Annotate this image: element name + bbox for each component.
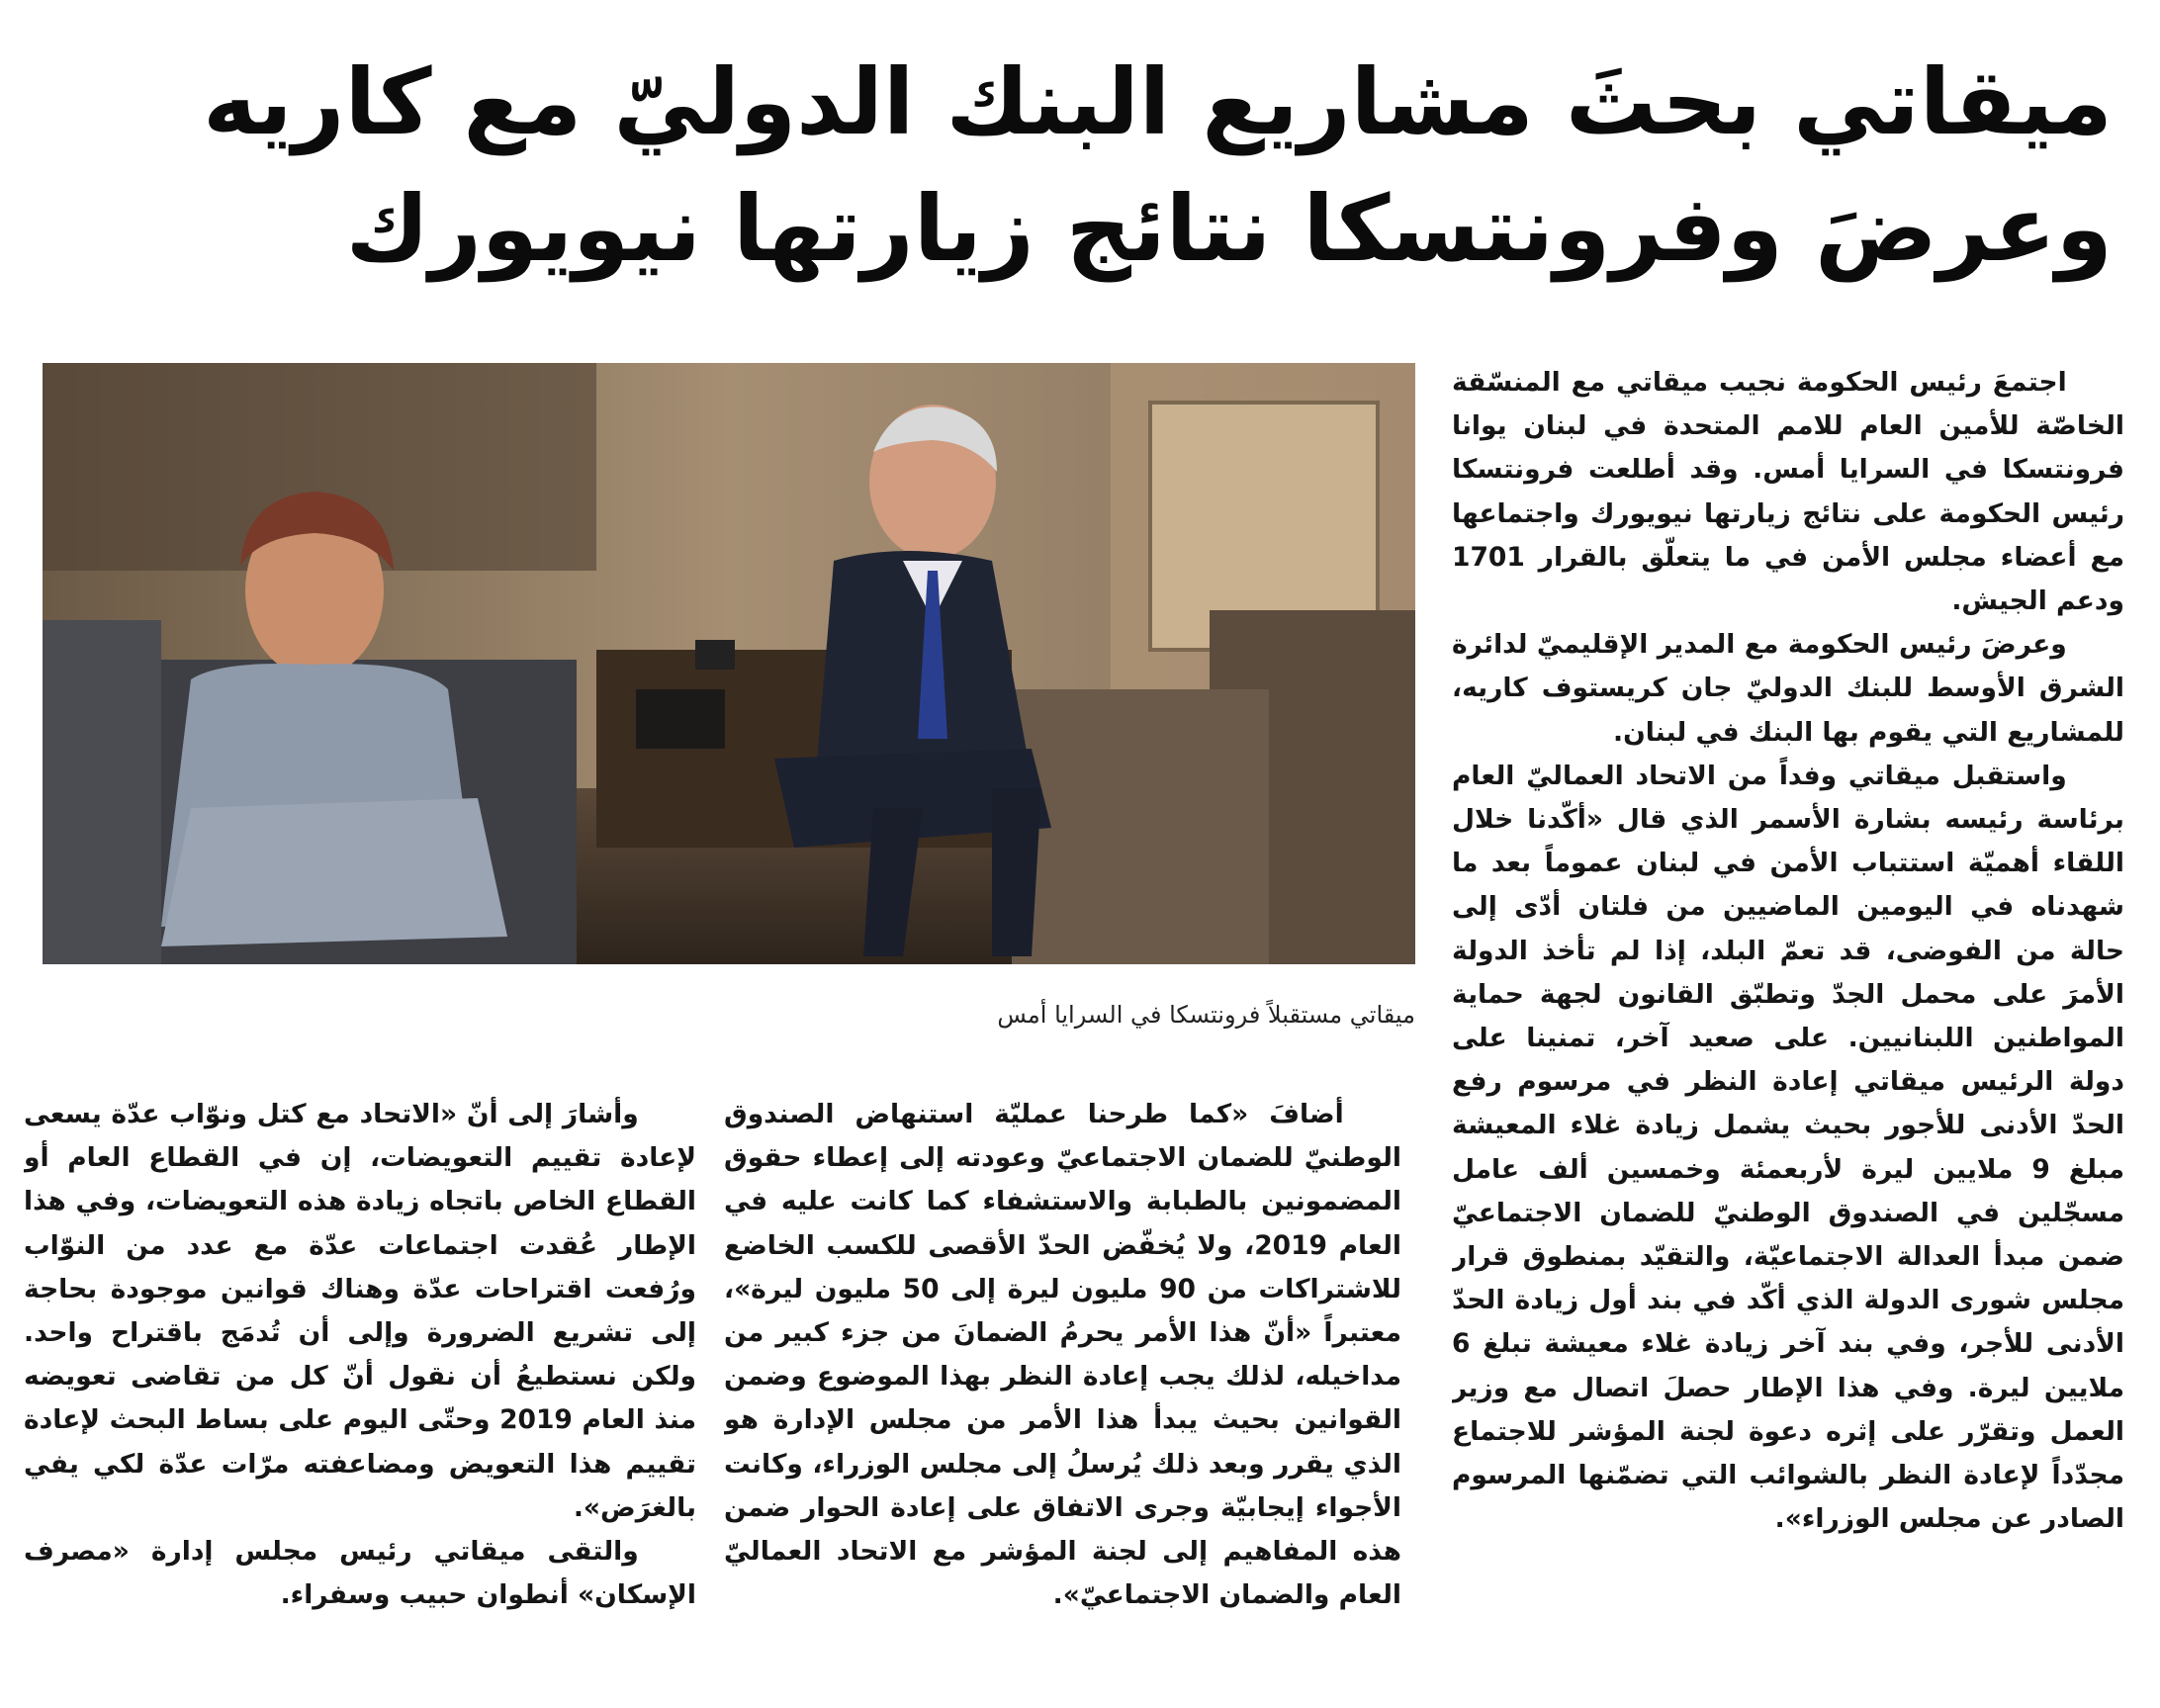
- meeting-photo-illustration: [43, 363, 1415, 964]
- paragraph: وعرضَ رئيس الحكومة مع المدير الإقليميّ لدائرة الشرق الأوسط للبنك الدوليّ جان كريستوف كاريه، للمشاريع التي يقوم بها البنك في لبنان.: [1452, 629, 2124, 748]
- paragraph: وأشارَ إلى أنّ «الاتحاد مع كتل ونوّاب عدّة يسعى لإعادة تقييم التعويضات، إن في القطاع العام أو القطاع الخاص باتجاه زيادة هذه التعويضات، وفي هذا الإطار عُقدت اجتماعات عدّة مع عدد من النوّاب ورُفعت اقتراحات عدّة وهناك قوانين موجودة بحاجة إلى تشريع الضرورة وإلى أن تُدمَج باقتراح واحد. ولكن نستطيعُ أن نقول أنّ كل من تقاضى تعويضه منذ العام 2019 وحتّى اليوم على بساط البحث لإعادة تقييم هذا التعويض ومضاعفته مرّات عدّة لكي يفي بالغرَض».: [24, 1099, 696, 1523]
- headline-line-2: وعرضَ وفرونتسكا نتائج زيارتها نيويورك: [345, 176, 2113, 282]
- article-column-middle: [724, 1093, 1401, 1676]
- headline-line-1: ميقاتي بحثَ مشاريع البنك الدوليّ مع كاريه: [203, 49, 2113, 155]
- paragraph: والتقى ميقاتي رئيس مجلس إدارة «مصرف الإسكان» أنطوان حبيب وسفراء.: [24, 1536, 696, 1611]
- paragraph: واستقبل ميقاتي وفداً من الاتحاد العماليّ العام برئاسة رئيسه بشارة الأسمر الذي قال «أكّدنا خلال اللقاء أهميّة استتباب الأمن في لبنان عموماً بعد ما شهدناه في اليومين الماضيين من فلتان أدّى إلى حالة من الفوضى، قد تعمّ البلد، إذا لم تأخذ الدولة الأمرَ على محمل الجدّ وتطبّق القانون لجهة حماية المواطنين اللبنانيين. على صعيد آخر، تمنينا على دولة الرئيس ميقاتي إعادة النظر في مرسوم رفع الحدّ الأدنى للأجور بحيث يشمل زيادة غلاء المعيشة مبلغ 9 ملايين ليرة لأربعمئة وخمسين ألف عامل مسجّلين في الصندوق الوطنيّ للضمان الاجتماعيّ ضمن مبدأ العدالة الاجتماعيّة، والتقيّد بمنطوق قرار مجلس شورى الدولة الذي أكّد في بند أول زيادة الحدّ الأدنى للأجر، وفي بند آخر زيادة غلاء معيشة تبلغ 6 ملايين ليرة. وفي هذا الإطار حصلَ اتصال مع وزير العمل وتقرّر على إثره دعوة لجنة المؤشر للاجتماع مجدّداً لإعادة النظر بالشوائب التي تضمّنها المرسوم الصادر عن مجلس الوزراء».: [1452, 760, 2124, 1535]
- article-photo: [43, 363, 1415, 964]
- photo-caption: ميقاتي مستقبلاً فرونتسكا في السرايا أمس: [997, 1001, 1415, 1029]
- article-column-right: [1452, 361, 2124, 1676]
- paragraph: أضافَ «كما طرحنا عمليّة استنهاض الصندوق الوطنيّ للضمان الاجتماعيّ وعودته إلى إعطاء حقوق المضمونين بالطبابة والاستشفاء كما كانت عليه في العام 2019، ولا يُخفّض الحدّ الأقصى للكسب الخاضع للاشتراكات من 90 مليون ليرة إلى 50 مليون ليرة»، معتبراً «أنّ هذا الأمر يحرمُ الضمانَ من جزء كبير من مداخيله، لذلك يجب إعادة النظر بهذا الموضوع وضمن القوانين بحيث يبدأ هذا الأمر من مجلس الإدارة هو الذي يقرر وبعد ذلك يُرسلُ إلى مجلس الوزراء، وكانت الأجواء إيجابيّة وجرى الاتفاق على إعادة الحوار ضمن هذه المفاهيم إلى لجنة المؤشر مع الاتحاد العماليّ العام والضمان الاجتماعيّ».: [724, 1099, 1401, 1611]
- article-headline: [45, 40, 2113, 293]
- article-column-left: [24, 1093, 696, 1676]
- paragraph: اجتمعَ رئيس الحكومة نجيب ميقاتي مع المنسّقة الخاصّة للأمين العام للامم المتحدة في لبنان يوانا فرونتسكا في السرايا أمس. وقد أطلعت فرونتسكا رئيس الحكومة على نتائج زيارتها نيويورك واجتماعها مع أعضاء مجلس الأمن في ما يتعلّق بالقرار 1701 ودعم الجيش.: [1452, 367, 2124, 617]
